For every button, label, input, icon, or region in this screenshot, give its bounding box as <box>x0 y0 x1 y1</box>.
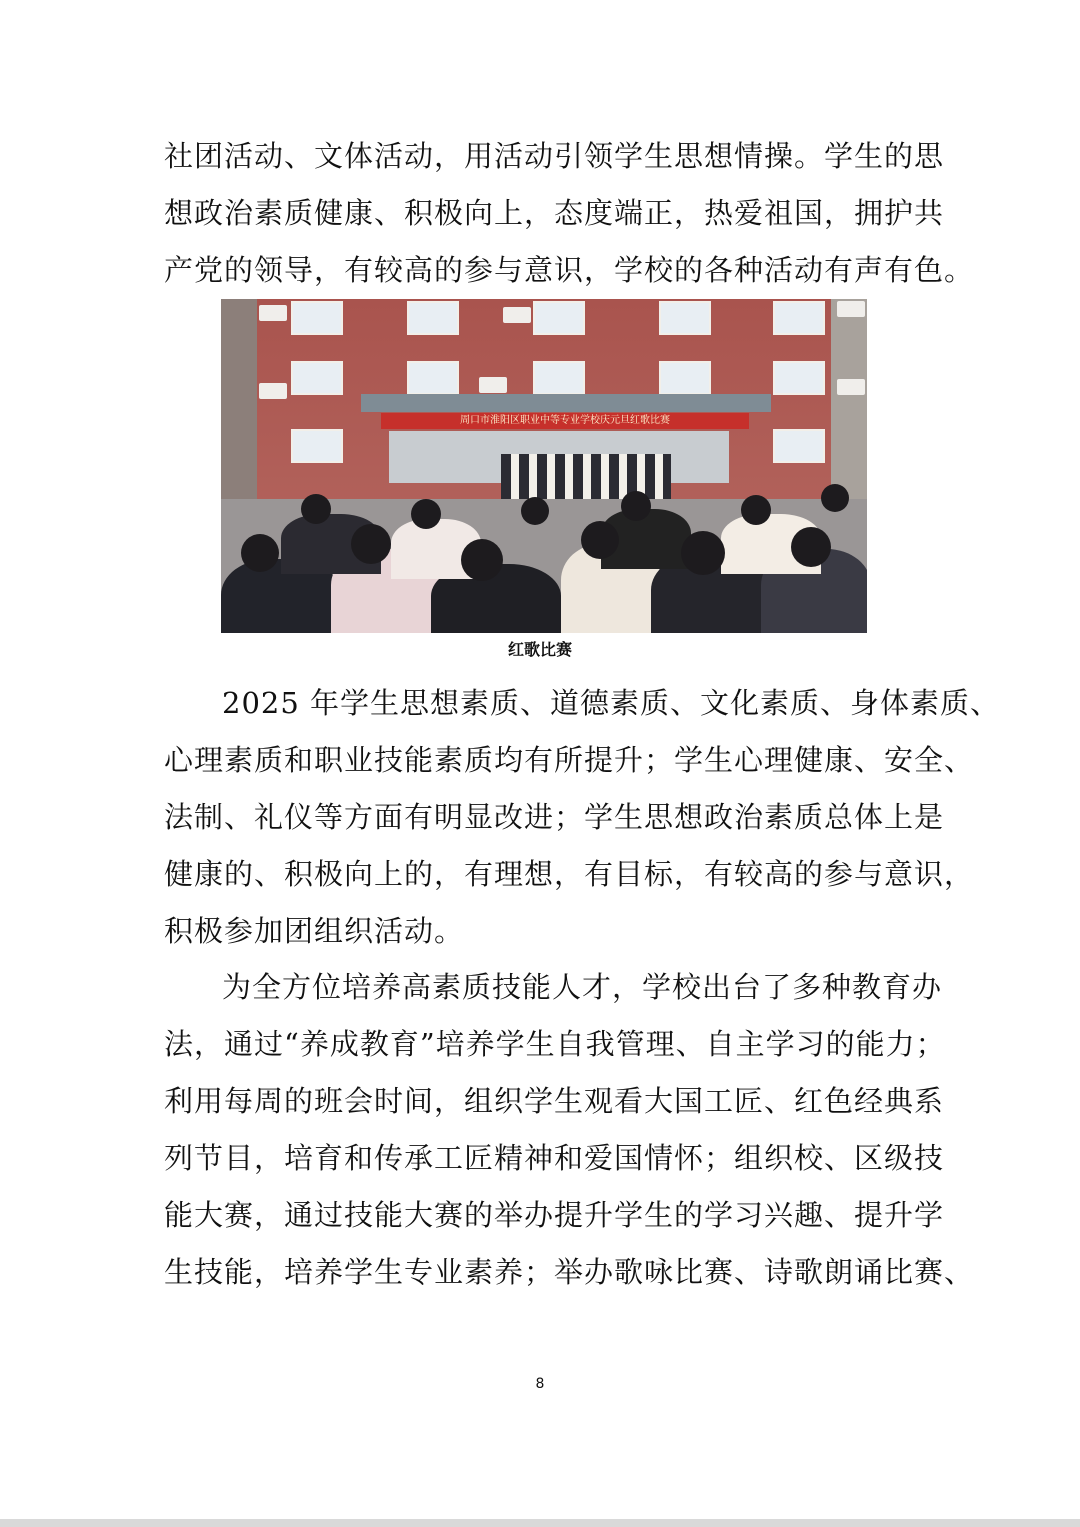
paragraph-line: 心理素质和职业技能素质均有所提升；学生心理健康、安全、 <box>164 743 975 777</box>
photo-audience <box>821 484 849 512</box>
paragraph-line: 列节目，培育和传承工匠精神和爱国情怀；组织校、区级技 <box>164 1141 945 1175</box>
photo-ac-unit <box>259 305 287 321</box>
photo-ac-unit <box>259 383 287 399</box>
photo-caption: 红歌比赛 <box>507 640 572 659</box>
paragraph-line: 想政治素质健康、积极向上，态度端正，热爱祖国，拥护共 <box>164 196 945 230</box>
paragraph-line: 法，通过“养成教育”培养学生自我管理、自主学习的能力； <box>164 1027 946 1061</box>
red-song-contest-photo <box>221 299 867 633</box>
paragraph-2 <box>164 675 1001 960</box>
photo-window <box>407 301 459 335</box>
paragraph-line: 法制、礼仪等方面有明显改进；学生思想政治素质总体上是 <box>164 800 945 834</box>
photo-audience <box>791 527 831 567</box>
photo-audience <box>681 531 725 575</box>
paragraph-line: 利用每周的班会时间，组织学生观看大国工匠、红色经典系 <box>164 1084 945 1118</box>
photo-canopy <box>361 394 771 412</box>
photo-ac-unit <box>837 301 865 317</box>
photo-window <box>659 361 711 395</box>
paragraph-1 <box>164 128 975 299</box>
photo-audience <box>301 494 331 524</box>
photo-window <box>659 301 711 335</box>
photo-audience <box>741 495 771 525</box>
photo-window <box>773 361 825 395</box>
photo-window <box>533 361 585 395</box>
paragraph-line: 积极参加团组织活动。 <box>164 914 465 948</box>
photo-window <box>773 429 825 463</box>
photo-audience <box>581 521 619 559</box>
photo-audience <box>241 534 279 572</box>
paragraph-line: 健康的、积极向上的，有理想，有目标，有较高的参与意识， <box>164 857 975 891</box>
photo-window <box>291 361 343 395</box>
paragraph-3 <box>164 959 975 1301</box>
page-bottom-edge <box>0 1519 1080 1527</box>
photo-audience <box>351 524 391 564</box>
paragraph-line: 社团活动、文体活动，用活动引领学生思想情操。学生的思 <box>164 139 945 173</box>
photo-audience <box>521 497 549 525</box>
photo-ac-unit <box>479 377 507 393</box>
paragraph-line: 2025 年学生思想素质、道德素质、文化素质、身体素质、 <box>222 686 1001 720</box>
photo-audience <box>621 491 651 521</box>
photo-ac-unit <box>837 379 865 395</box>
photo-right-building <box>831 299 867 499</box>
photo-ac-unit <box>503 307 531 323</box>
photo-window <box>291 301 343 335</box>
paragraph-line: 产党的领导，有较高的参与意识，学校的各种活动有声有色。 <box>164 253 975 287</box>
photo-window <box>291 429 343 463</box>
paragraph-line: 为全方位培养高素质技能人才，学校出台了多种教育办 <box>222 970 943 1004</box>
photo-audience <box>461 539 503 581</box>
paragraph-line: 能大赛，通过技能大赛的举办提升学生的学习兴趣、提升学 <box>164 1198 945 1232</box>
photo-audience <box>411 499 441 529</box>
photo-window <box>773 301 825 335</box>
page-number: 8 <box>535 1376 545 1392</box>
photo-banner: 周口市淮阳区职业中等专业学校庆元旦红歌比赛 <box>381 413 749 429</box>
paragraph-line: 生技能，培养学生专业素养；举办歌咏比赛、诗歌朗诵比赛、 <box>164 1255 975 1289</box>
photo-window <box>407 361 459 395</box>
photo-choir <box>501 454 671 499</box>
photo-window <box>533 301 585 335</box>
photo-left-building <box>221 299 261 519</box>
